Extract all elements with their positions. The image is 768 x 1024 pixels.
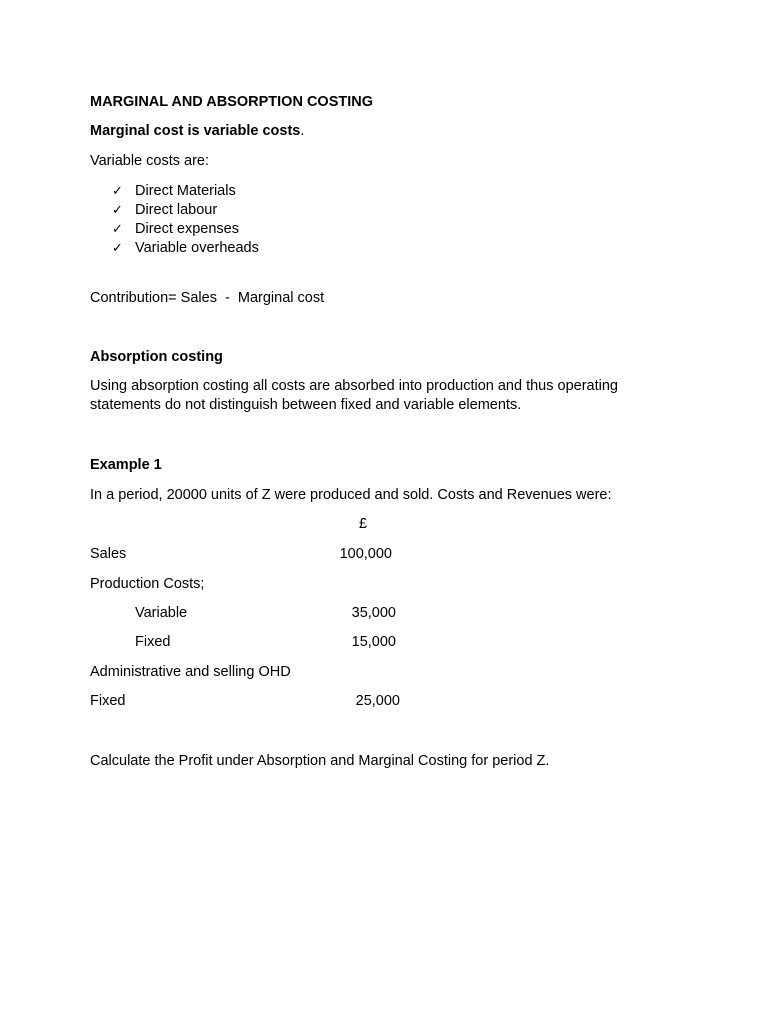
production-costs-label: Production Costs; — [90, 576, 205, 592]
marginal-cost-definition — [90, 122, 304, 140]
absorption-heading: Absorption costing — [90, 349, 223, 365]
list-item — [112, 219, 259, 238]
marginal-cost-definition-period: . — [300, 123, 305, 139]
list-item — [112, 181, 259, 200]
list-item-label: Direct labour — [135, 202, 218, 218]
admin-fixed-label: Fixed — [90, 693, 126, 709]
admin-fixed-value: 25,000 — [355, 693, 400, 709]
fixed-cost-label: Fixed — [135, 634, 171, 650]
list-item-label: Direct expenses — [135, 221, 239, 237]
checkmark-icon: ✓ — [112, 183, 123, 198]
example-intro: In a period, 20000 units of Z were produced and sold. Costs and Revenues were: — [90, 487, 612, 503]
checkmark-icon: ✓ — [112, 240, 123, 255]
question-text: Calculate the Profit under Absorption and Marginal Costing for period Z. — [90, 753, 550, 769]
contribution-formula: Contribution= Sales - Marginal cost — [90, 290, 325, 306]
fixed-cost-value: 15,000 — [351, 634, 396, 650]
checkmark-icon: ✓ — [112, 221, 123, 236]
list-item-label: Direct Materials — [135, 183, 236, 199]
list-item — [112, 238, 259, 257]
list-item — [112, 200, 259, 219]
marginal-cost-definition-bold: Marginal cost is variable costs — [90, 123, 301, 139]
sales-label: Sales — [90, 546, 127, 562]
absorption-paragraph: Using absorption costing all costs are absorbed into production and thus operating statements do not distinguish between fixed and variable elements. — [90, 378, 618, 413]
variable-cost-value: 35,000 — [351, 605, 396, 621]
sales-value: 100,000 — [339, 546, 392, 562]
admin-selling-label: Administrative and selling OHD — [90, 664, 291, 680]
example-heading: Example 1 — [90, 457, 162, 473]
document-title: MARGINAL AND ABSORPTION COSTING — [90, 94, 374, 110]
checkmark-icon: ✓ — [112, 202, 123, 217]
variable-cost-label: Variable — [135, 605, 188, 621]
list-item-label: Variable overheads — [135, 240, 259, 256]
currency-header: £ — [359, 516, 368, 532]
variable-costs-list — [112, 181, 259, 257]
variable-costs-intro: Variable costs are: — [90, 153, 210, 169]
